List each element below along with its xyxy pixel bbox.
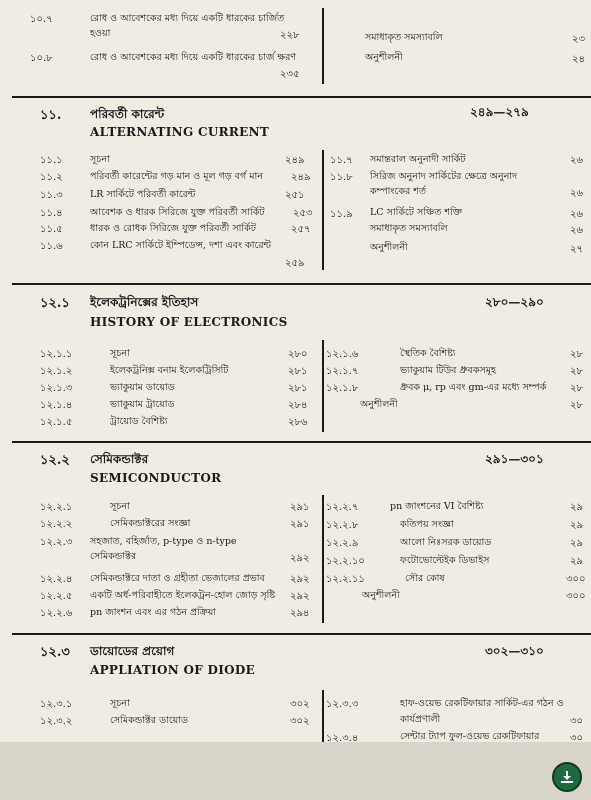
chapter-page-range: ২৪৯—২৭৯ — [470, 105, 529, 119]
entry-number: ১২.২.১ — [40, 502, 73, 513]
entry-number: ১২.১.৫ — [40, 417, 73, 428]
entry-number: ১০.৭ — [30, 14, 53, 25]
entry-text: সূচনা — [90, 154, 110, 165]
entry-page: ২৫৯ — [285, 258, 305, 269]
entry-number: ১১.৪ — [40, 208, 63, 219]
entry-number: ১২.২.৯ — [326, 538, 359, 549]
chapter-page-range: ২৯১—৩০১ — [485, 452, 544, 466]
entry-text: রোধ ও আবেশকের মধ্য দিয়ে একটি ধারকের চার্জ ক্ষরণ — [90, 52, 297, 63]
entry-text: সেন্টার ট্যাপ ফুল-ওয়েভ রেকটিফায়ার — [400, 731, 540, 742]
chapter-rule — [12, 441, 591, 443]
entry-number: ১২.১.৮ — [326, 383, 359, 394]
entry-text: সেমিকন্ডাক্টরে দাতা ও গ্রহীতা ভেজালের প্রভাব — [90, 573, 265, 584]
entry-page: ৩০ — [570, 716, 584, 727]
chapter-title-bn: পরিবর্তী কারেন্ট — [90, 107, 165, 121]
entry-text: রোধ ও আবেশকের মধ্য দিয়ে একটি ধারকের চার্জিত — [90, 13, 285, 24]
entry-text: ভ্যাকুয়াম টিউব ধ্রুবকসমূহ — [400, 365, 497, 376]
entry-text: সূচনা — [110, 348, 130, 359]
entry-page: ২৫৩ — [293, 208, 313, 219]
chapter-title-en: APPLIATION OF DIODE — [90, 663, 256, 677]
entry-text: সূচনা — [110, 698, 130, 709]
entry-text: অনুশীলনী — [362, 590, 400, 601]
chapter-title-bn: ডায়োডের প্রয়োগ — [90, 644, 175, 658]
entry-page: ২৯২ — [290, 574, 310, 585]
entry-page: ২২৮ — [280, 30, 300, 41]
entry-number: ১২.১.৩ — [40, 383, 73, 394]
chapter-title-bn: সেমিকন্ডাক্টর — [90, 452, 149, 466]
chapter-rule — [12, 633, 591, 635]
entry-page: ২৮০ — [288, 349, 308, 360]
entry-text: সূচনা — [110, 501, 130, 512]
entry-number: ১২.২.৩ — [40, 537, 73, 548]
entry-page: ২৫১ — [285, 190, 305, 201]
entry-page: ২৯৪ — [290, 608, 310, 619]
entry-page: ২৪ — [572, 54, 585, 65]
entry-number: ১১.৯ — [330, 209, 353, 220]
entry-page: ৩০০ — [566, 574, 586, 585]
chapter-title-en: SEMICONDUCTOR — [90, 471, 222, 485]
entry-page: ২৯২ — [290, 591, 310, 602]
entry-page: ২৯ — [570, 502, 583, 513]
entry-text: ট্রায়োড বৈশিষ্ট্য — [110, 416, 168, 427]
entry-text-cont: সেমিকন্ডাক্টর — [90, 551, 137, 562]
entry-number: ১২.২.৬ — [40, 608, 73, 619]
entry-text: অনুশীলনী — [360, 399, 398, 410]
column-divider — [322, 340, 324, 432]
entry-number: ১১.৫ — [40, 224, 63, 235]
entry-page: ২৮৬ — [288, 417, 308, 428]
entry-page: ৩০২ — [290, 699, 310, 710]
entry-page: ২৮১ — [288, 383, 308, 394]
entry-text: সমাধাকৃত সমস্যাবলি — [365, 32, 443, 43]
entry-number: ১২.১.৭ — [326, 366, 359, 377]
chapter-page-range: ৩০২—৩১০ — [485, 644, 544, 658]
entry-text: আলো নিঃসরক ডায়োড — [400, 537, 492, 548]
entry-number: ১১.১ — [40, 155, 63, 166]
chapter-number: ১২.২ — [40, 453, 70, 468]
page-bottom-margin — [0, 742, 591, 800]
column-divider — [322, 150, 324, 270]
entry-number: ১২.১.২ — [40, 366, 73, 377]
entry-number: ১২.১.৪ — [40, 400, 73, 411]
entry-text: হাফ-ওয়েভ রেকটিফায়ার সার্কিট-এর গঠন ও — [400, 698, 564, 709]
entry-text: LC সার্কিটে সঞ্চিত শক্তি — [370, 207, 463, 218]
chapter-rule — [12, 283, 591, 285]
chapter-number: ১১. — [40, 108, 62, 123]
chapter-number: ১২.১ — [40, 296, 70, 311]
entry-number: ১২.১.৬ — [326, 349, 359, 360]
entry-text: pn জাংশনের VI বৈশিষ্ট্য — [390, 501, 484, 512]
chapter-title-bn: ইলেকট্রনিক্সের ইতিহাস — [90, 295, 199, 309]
chapter-rule — [12, 96, 591, 98]
entry-text: স্থৈতিক বৈশিষ্ট্য — [400, 348, 456, 359]
entry-text: সেমিকন্ডাক্টরের সংজ্ঞা — [110, 518, 191, 529]
entry-page: ২৬ — [570, 155, 584, 166]
entry-text: সিরিজ অনুনাদ সার্কিটের ক্ষেত্রে অনুনাদ — [370, 171, 518, 182]
entry-text: অনুশীলনী — [365, 52, 403, 63]
entry-page: ২৮৪ — [288, 400, 308, 411]
entry-page: ২৬ — [570, 209, 584, 220]
entry-text: ধারক ও রোধক সিরিজে যুক্ত পরিবর্তী সার্কিট — [90, 223, 256, 234]
entry-number: ১১.২ — [40, 172, 63, 183]
entry-text: সমাধাকৃত সমস্যাবলি — [370, 223, 448, 234]
entry-text: পরিবর্তী কারেন্টের গড় মান ও মূল গড় বর্গ মান — [90, 171, 263, 182]
entry-text: ভ্যাকুয়াম ডায়োড — [110, 382, 175, 393]
entry-text-cont: কার্যপ্রণালী — [400, 714, 441, 725]
entry-text: সৌর কোষ — [405, 573, 445, 584]
entry-page: ২৬ — [570, 225, 584, 236]
column-divider — [322, 8, 324, 84]
entry-text: ইলেকট্রনিক্স বনাম ইলেকট্রিসিটি — [110, 365, 229, 376]
entry-number: ১২.৩.১ — [40, 699, 73, 710]
entry-page: ২৭ — [570, 244, 584, 255]
entry-text: একটি অর্ধ-পরিবাহীতে ইলেকট্রন-হোল জোড় সৃষ্টি — [90, 590, 276, 601]
entry-page: ২৯ — [570, 538, 583, 549]
entry-page: ২৮ — [570, 366, 583, 377]
entry-page: ২৯ — [570, 556, 583, 567]
entry-text: সহজাত, বহির্জাত, p-type ও n-type — [90, 536, 237, 547]
entry-text: ধ্রুবক μ, rp এবং gm-এর মধ্যে সম্পর্ক — [400, 382, 547, 393]
entry-number: ১২.২.৫ — [40, 591, 73, 602]
entry-page: ৩০ — [570, 733, 584, 742]
entry-page: ২৪৯ — [285, 155, 305, 166]
entry-number: ১২.৩.৩ — [326, 699, 359, 710]
chapter-number: ১২.৩ — [40, 645, 70, 660]
entry-page: ২৩৫ — [280, 69, 300, 80]
column-divider — [322, 690, 324, 742]
entry-page: ২৯১ — [290, 502, 310, 513]
entry-number: ১১.৬ — [40, 241, 63, 252]
entry-number: ১১.৭ — [330, 155, 353, 166]
entry-number: ১২.২.২ — [40, 519, 73, 530]
entry-number: ১১.৩ — [40, 190, 63, 201]
entry-text: LR সার্কিটে পরিবর্তী কারেন্ট — [90, 189, 196, 200]
entry-text: কতিপয় সংজ্ঞা — [400, 519, 454, 530]
entry-text: সেমিকন্ডাক্টর ডায়োড — [110, 715, 188, 726]
entry-number: ১২.৩.৪ — [326, 733, 359, 742]
entry-page: ৩০২ — [290, 716, 310, 727]
column-divider — [322, 495, 324, 623]
entry-page: ২৬ — [570, 188, 584, 199]
entry-number: ১০.৮ — [30, 53, 53, 64]
entry-number: ১২.২.১১ — [326, 574, 365, 585]
entry-page: ২৯২ — [290, 553, 310, 564]
entry-page: ২৯ — [570, 520, 583, 531]
entry-number: ১২.২.৭ — [326, 502, 359, 513]
entry-text: ভ্যাকুয়াম ট্রায়োড — [110, 399, 175, 410]
entry-page: ২৮ — [570, 349, 583, 360]
entry-text-cont: হওয়া — [90, 28, 111, 39]
entry-number: ১২.২.৮ — [326, 520, 359, 531]
entry-page: ২৯১ — [290, 519, 310, 530]
chapter-title-en: HISTORY OF ELECTRONICS — [90, 315, 288, 329]
download-badge[interactable] — [552, 762, 582, 792]
entry-text: আবেশক ও ধারক সিরিজে যুক্ত পরিবর্তী সার্কিট — [90, 207, 265, 218]
entry-page: ২৫৭ — [291, 224, 311, 235]
chapter-page-range: ২৮০—২৯০ — [485, 295, 544, 309]
entry-number: ১২.৩.২ — [40, 716, 73, 727]
chapter-title-en: ALTERNATING CURRENT — [90, 125, 270, 139]
entry-text: ফটোভোল্টেইক ডিভাইস — [400, 555, 490, 566]
entry-page: ২৮ — [570, 400, 583, 411]
entry-page: ২৮১ — [288, 366, 308, 377]
entry-text: কোন LRC সার্কিটে ইম্পিডেন্স, দশা এবং কারেন্ট — [90, 240, 272, 251]
entry-text: সমান্তরাল অনুনাদী সার্কিট — [370, 154, 466, 165]
entry-page: ২৪৯ — [291, 172, 311, 183]
entry-number: ১২.২.৪ — [40, 574, 73, 585]
entry-page: ২৩ — [572, 34, 586, 45]
download-icon — [559, 769, 575, 785]
entry-text: অনুশীলনী — [370, 242, 408, 253]
entry-number: ১২.২.১০ — [326, 556, 365, 567]
entry-number: ১১.৮ — [330, 172, 353, 183]
entry-text: pn জাংশন এবং এর গঠন প্রক্রিয়া — [90, 607, 217, 618]
entry-page: ৩০০ — [566, 591, 586, 602]
entry-text-cont: কম্পাংকের শর্ত — [370, 186, 426, 197]
entry-page: ২৮ — [570, 383, 583, 394]
entry-number: ১২.১.১ — [40, 349, 73, 360]
